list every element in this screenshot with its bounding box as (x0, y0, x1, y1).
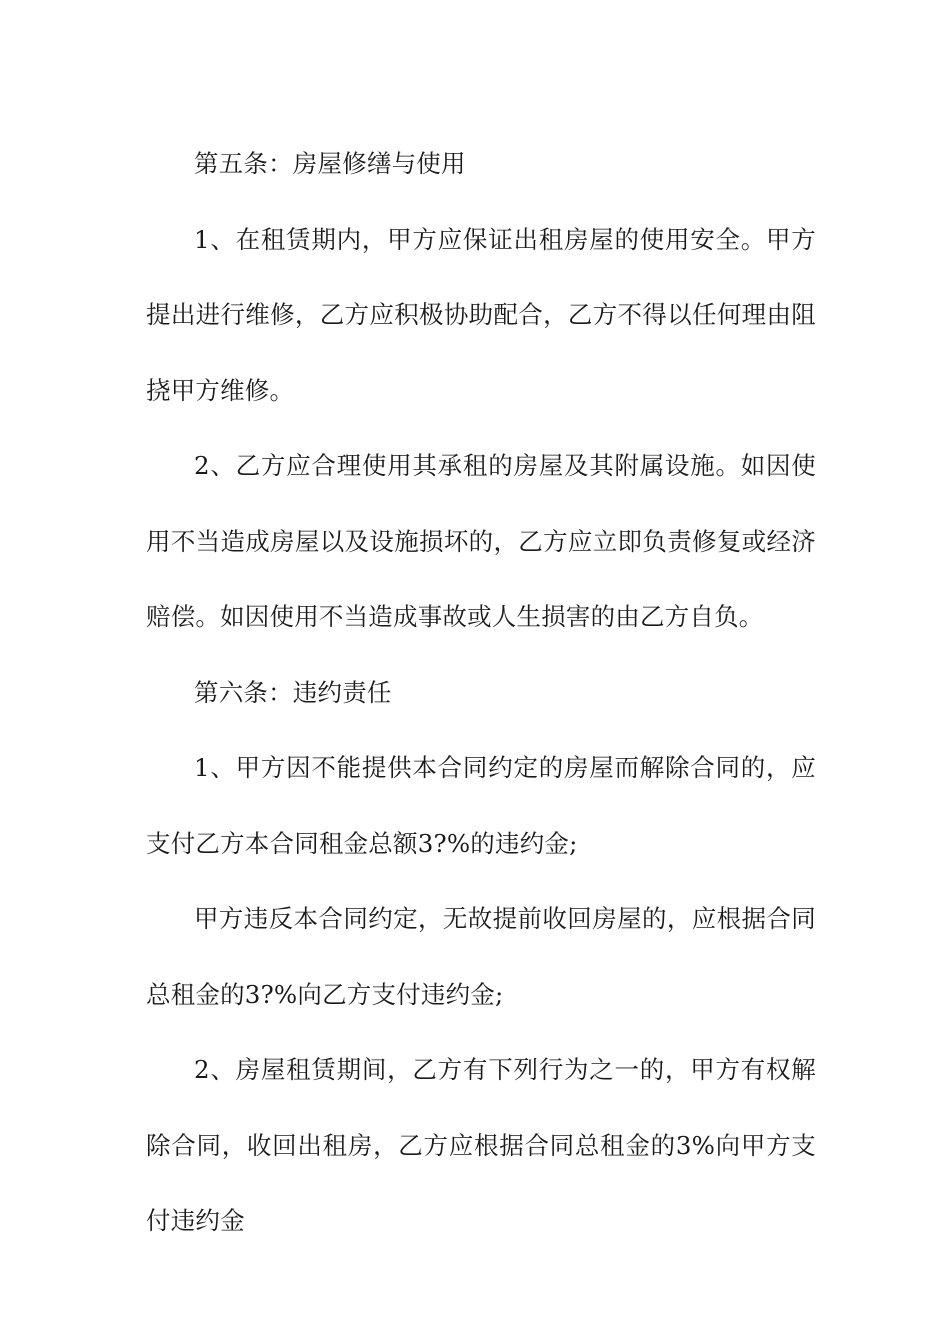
clause-6-item-1: 1、甲方因不能提供本合同约定的房屋而解除合同的，应支付乙方本合同租金总额3?%的违约金; (146, 753, 816, 858)
clause-6-item-1-continued: 甲方违反本合同约定，无故提前收回房屋的，应根据合同总租金的3?%向乙方支付违约金; (146, 904, 816, 1009)
clause-5-item-1: 1、在租赁期内，甲方应保证出租房屋的使用安全。甲方提出进行维修，乙方应积极协助配合，乙方不得以任何理由阻挠甲方维修。 (146, 224, 816, 405)
clause-5-item-2: 2、乙方应合理使用其承租的房屋及其附属设施。如因使用不当造成房屋以及设施损坏的，乙方应立即负责修复或经济赔偿。如因使用不当造成事故或人生损害的由乙方自负。 (146, 451, 816, 631)
document-body (146, 126, 816, 1259)
clause-5-heading: 第五条：房屋修缮与使用 (194, 149, 466, 178)
clause-6-item-2: 2、房屋租赁期间，乙方有下列行为之一的，甲方有权解除合同，收回出租房，乙方应根据合同总租金的3%向甲方支付违约金 (146, 1055, 816, 1235)
clause-6-heading: 第六条：违约责任 (194, 677, 392, 707)
